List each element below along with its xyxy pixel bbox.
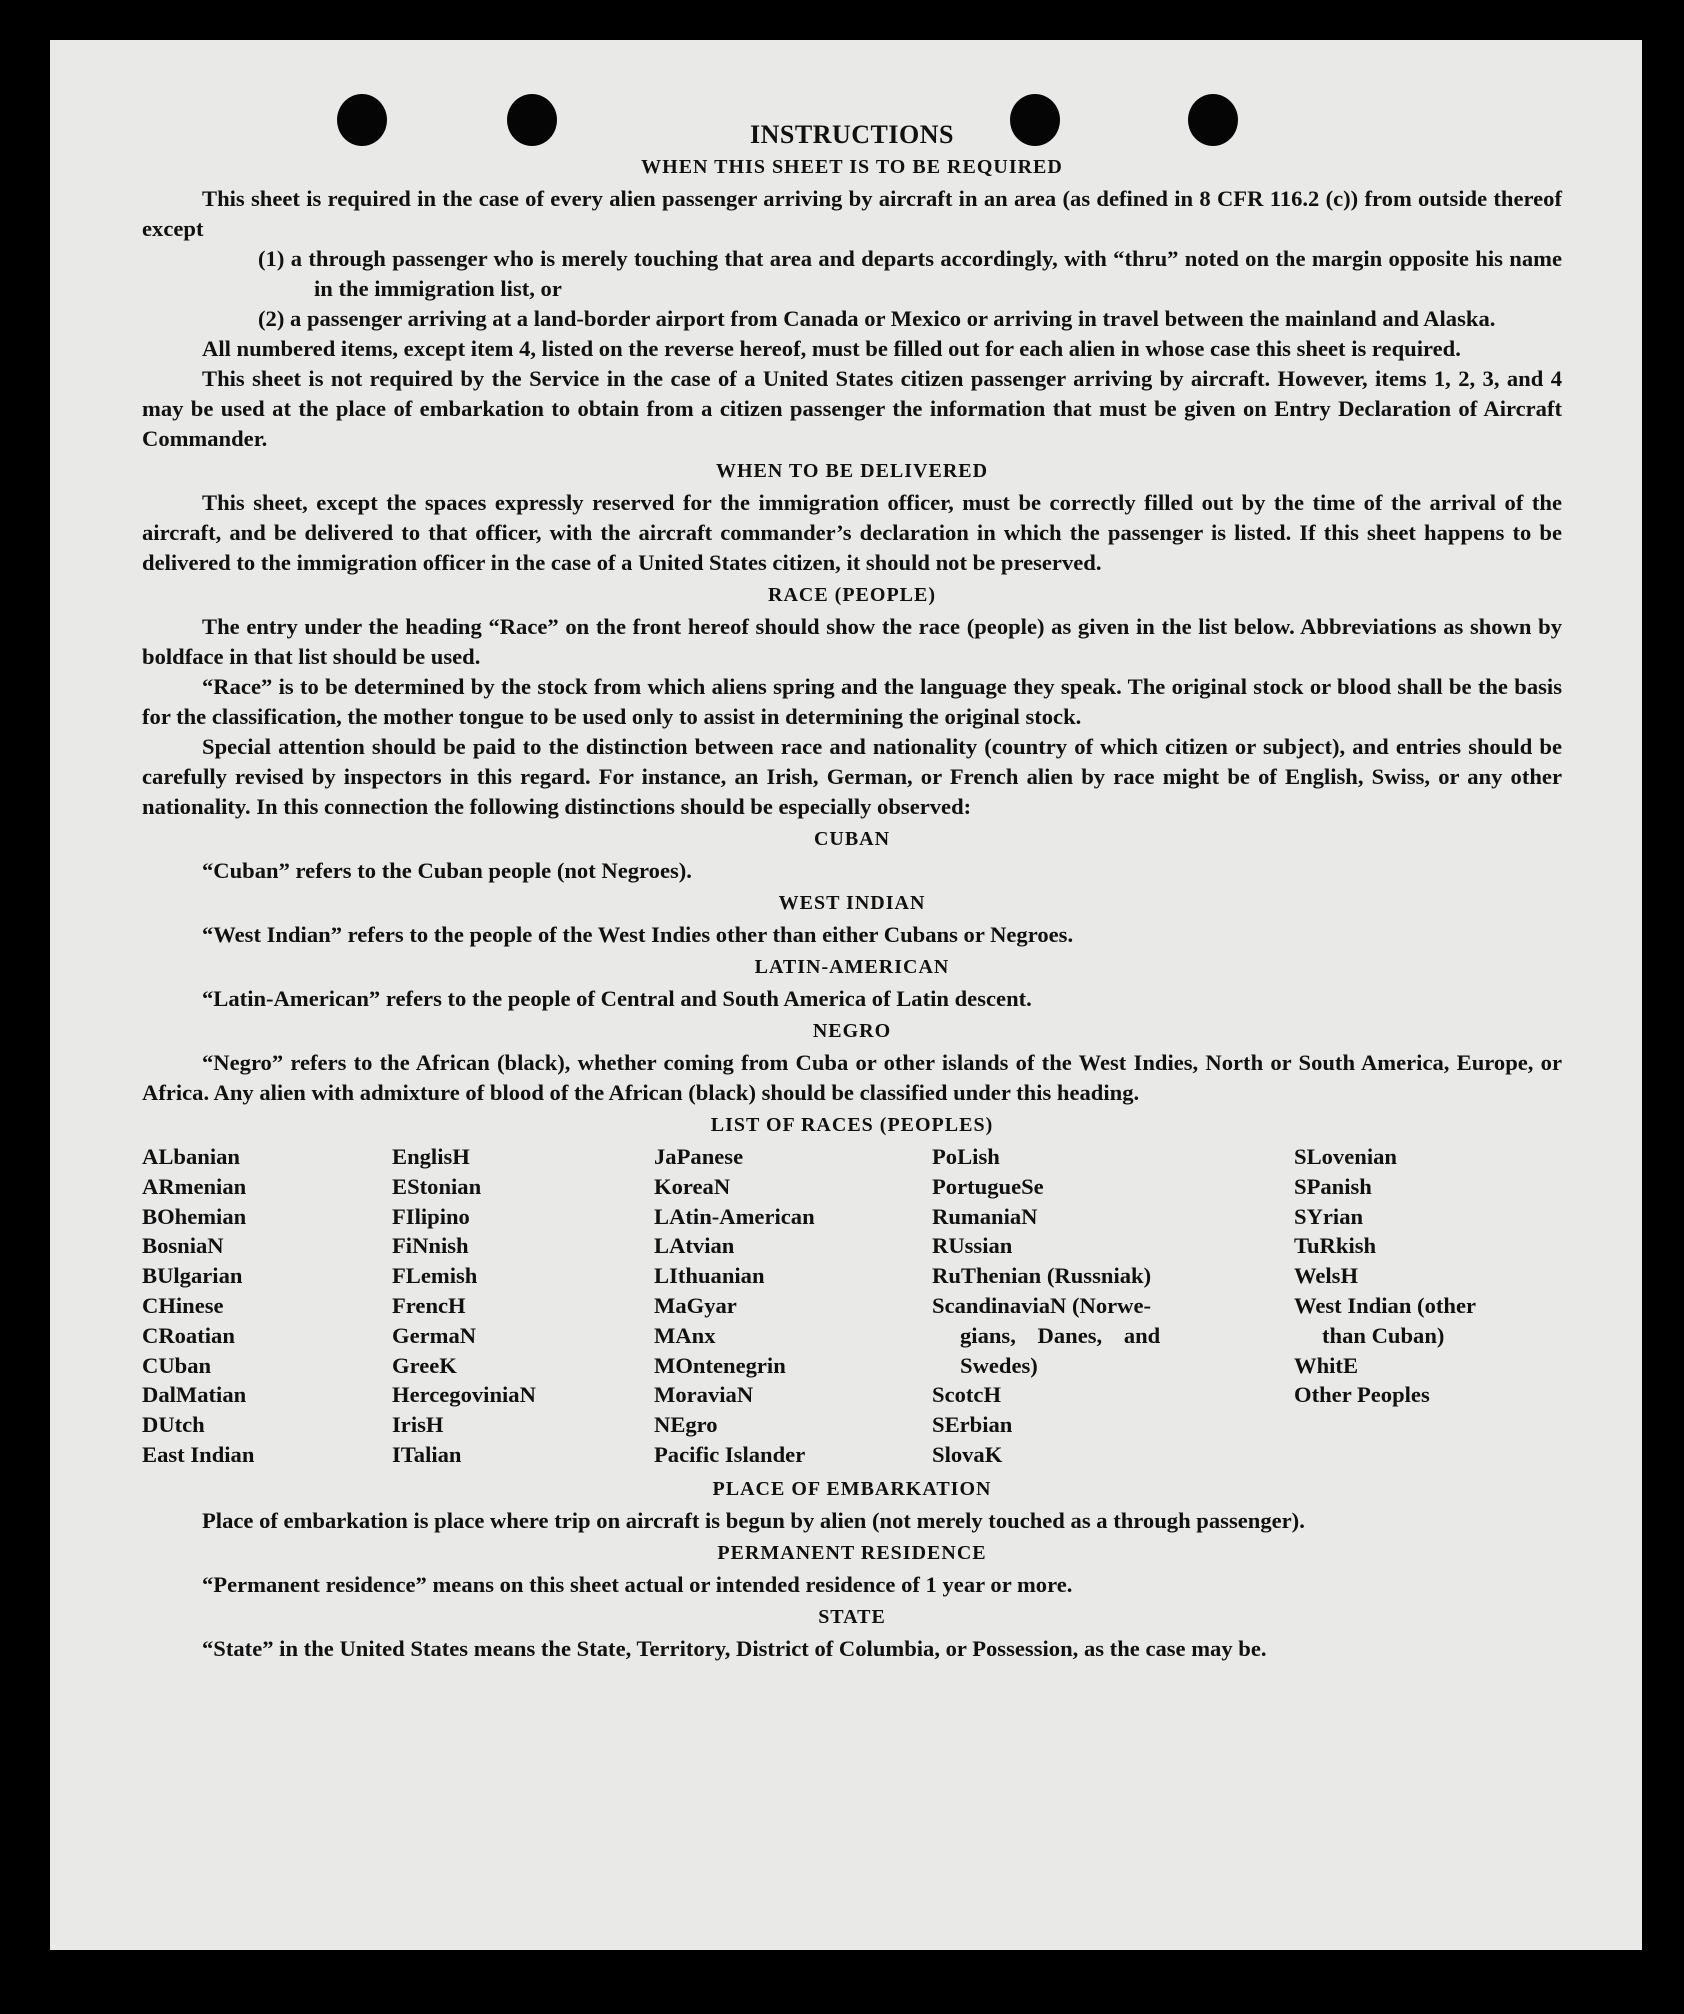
race-item: ScandinaviaN (Norwe- [932, 1292, 1152, 1318]
race-item: SLovenian [1294, 1144, 1397, 1169]
section-heading: LATIN-AMERICAN [754, 956, 950, 978]
section-heading: STATE [818, 1605, 886, 1628]
race-item: East Indian [142, 1441, 255, 1467]
race-item: BosniaN [142, 1233, 224, 1259]
race-item: SYrian [1294, 1203, 1364, 1229]
race-item: EStonian [392, 1173, 482, 1199]
race-item: LAtvian [654, 1233, 735, 1259]
list-item: (2) a passenger arriving at a land-border airport from Canada or Mexico or arriving in travel between the mainland and Alaska. [258, 306, 1496, 331]
section-heading: WHEN THIS SHEET IS TO BE REQUIRED [641, 156, 1063, 178]
race-item: TuRkish [1294, 1233, 1377, 1259]
race-item: FrencH [392, 1292, 466, 1318]
race-item: ScotcH [932, 1382, 1002, 1408]
races-column-2 [392, 1142, 654, 1470]
section-heading: NEGRO [812, 1020, 892, 1042]
paragraph: Special attention should be paid to the distinction between race and nationality (country of which citizen or subject), and entries should be carefully revised by inspectors in this regard. For instance, an Irish, German, or French alien by race might be of English, Swiss, or any other nationality. In this connection the following distinctions should be especially observed: [142, 734, 1562, 819]
section-heading: PLACE OF EMBARKATION [712, 1477, 992, 1500]
races-column-5 [1294, 1142, 1562, 1470]
paragraph: “Cuban” refers to the Cuban people (not Negroes). [202, 858, 692, 883]
paragraph: “State” in the United States means the State, Territory, District of Columbia, or Possession, as the case may be. [202, 1635, 1267, 1661]
race-item: GreeK [392, 1352, 457, 1378]
race-item: ARmenian [142, 1173, 247, 1199]
list-item: (1) a through passenger who is merely touching that area and departs accordingly, with “thru” noted on the margin opposite his name in the immigration list, or [258, 246, 1562, 301]
instructions-body [142, 120, 1562, 1664]
race-item: SlovaK [932, 1441, 1003, 1467]
paragraph: “Race” is to be determined by the stock from which aliens spring and the language they speak. The original stock or blood shall be the basis for the classification, the mother tongue to be used only to assist in determining the original stock. [142, 674, 1562, 729]
race-item: LAtin-American [654, 1203, 815, 1229]
paragraph: This sheet, except the spaces expressly reserved for the immigration officer, must be correctly filled out by the time of the arrival of the aircraft, and be delivered to that officer, with the aircraft commander’s declaration in which the passenger is listed. If this sheet happens to be delivered to the immigration officer in the case of a United States citizen, it should not be preserved. [142, 490, 1562, 575]
section-heading: CUBAN [813, 828, 891, 850]
race-item: MOntenegrin [654, 1352, 786, 1378]
race-item: gians, Danes, and [960, 1322, 1161, 1348]
race-item: PoLish [932, 1144, 1000, 1169]
section-heading: LIST OF RACES (PEOPLES) [710, 1114, 994, 1136]
race-item: FIlipino [392, 1203, 470, 1229]
race-item: RuThenian (Russniak) [932, 1263, 1152, 1289]
race-item: IrisH [392, 1412, 444, 1438]
race-item: WhitE [1294, 1352, 1359, 1378]
races-list [142, 1142, 1562, 1470]
race-item: FLemish [392, 1263, 478, 1289]
race-item: NEgro [654, 1412, 718, 1438]
document-page [50, 40, 1642, 1950]
race-item: DalMatian [142, 1382, 247, 1408]
race-item: ALbanian [142, 1144, 240, 1169]
race-item: SPanish [1294, 1173, 1372, 1199]
section-heading: WHEN TO BE DELIVERED [715, 460, 989, 482]
race-item: JaPanese [654, 1144, 744, 1169]
race-item: Pacific Islander [654, 1441, 806, 1467]
race-item: MAnx [654, 1322, 716, 1348]
race-item: KoreaN [654, 1173, 731, 1199]
race-item: DUtch [142, 1412, 205, 1438]
paragraph: “Permanent residence” means on this sheet actual or intended residence of 1 year or more. [202, 1571, 1073, 1597]
section-heading: RACE (PEOPLE) [768, 584, 936, 606]
race-item: West Indian (other [1294, 1292, 1477, 1318]
race-item: RUssian [932, 1233, 1013, 1259]
page-title: INSTRUCTIONS [750, 120, 954, 149]
race-item: MoraviaN [654, 1382, 754, 1408]
races-column-3 [654, 1142, 932, 1470]
paragraph: “West Indian” refers to the people of the West Indies other than either Cubans or Negroes. [202, 922, 1074, 947]
race-item: WelsH [1294, 1263, 1359, 1289]
race-item: FiNnish [392, 1233, 469, 1259]
race-item: BUlgarian [142, 1263, 243, 1289]
paragraph: “Negro” refers to the African (black), whether coming from Cuba or other islands of the West Indies, North or South America, Europe, or Africa. Any alien with admixture of blood of the African (black) should be classified under this heading. [142, 1050, 1562, 1105]
paragraph: All numbered items, except item 4, listed on the reverse hereof, must be filled out for each alien in whose case this sheet is required. [202, 336, 1461, 361]
race-item: Swedes) [960, 1352, 1038, 1378]
paragraph: Place of embarkation is place where trip on aircraft is begun by alien (not merely touched as a through passenger). [202, 1507, 1305, 1533]
race-item: LIthuanian [654, 1263, 765, 1289]
race-item: Other Peoples [1294, 1382, 1430, 1408]
race-item: BOhemian [142, 1203, 247, 1229]
race-item: PortugueSe [932, 1173, 1044, 1199]
paragraph: The entry under the heading “Race” on the front hereof should show the race (people) as given in the list below. Abbreviations as shown by boldface in that list should be used. [142, 614, 1562, 669]
races-column-1 [142, 1142, 392, 1470]
race-item: EnglisH [392, 1144, 470, 1169]
races-column-4 [932, 1142, 1294, 1470]
race-item: CUban [142, 1352, 212, 1378]
race-item: GermaN [392, 1322, 477, 1348]
section-heading: PERMANENT RESIDENCE [717, 1541, 987, 1564]
section-heading: WEST INDIAN [778, 892, 926, 914]
race-item: HercegoviniaN [392, 1382, 536, 1408]
paragraph: This sheet is required in the case of every alien passenger arriving by aircraft in an area (as defined in 8 CFR 116.2 (c)) from outside thereof except [142, 186, 1562, 241]
race-item: CHinese [142, 1292, 224, 1318]
race-item: than Cuban) [1322, 1322, 1445, 1348]
paragraph: This sheet is not required by the Service in the case of a United States citizen passenger arriving by aircraft. However, items 1, 2, 3, and 4 may be used at the place of embarkation to obtain from a citizen passenger the information that must be given on Entry Declaration of Aircraft Commander. [142, 366, 1562, 451]
race-item: SErbian [932, 1412, 1013, 1438]
race-item: CRoatian [142, 1322, 235, 1348]
paragraph: “Latin-American” refers to the people of Central and South America of Latin descent. [202, 986, 1032, 1011]
race-item: RumaniaN [932, 1203, 1038, 1229]
race-item: MaGyar [654, 1292, 737, 1318]
race-item: ITalian [392, 1441, 462, 1467]
